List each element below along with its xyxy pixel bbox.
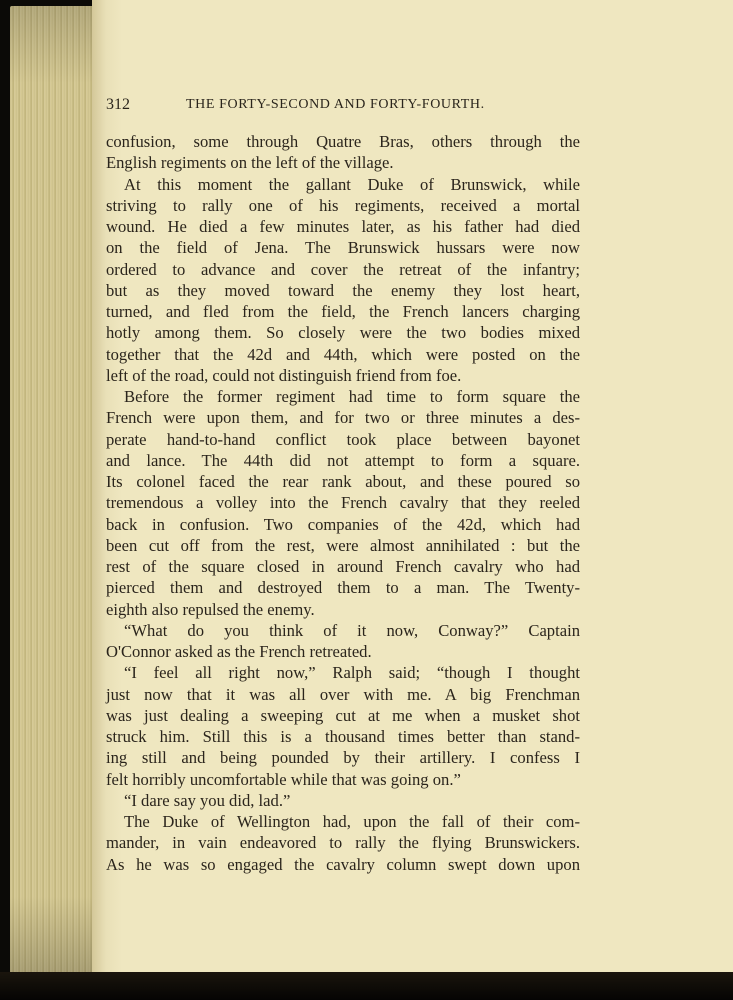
text-line: eighth also repulsed the enemy.: [106, 599, 315, 619]
text-line: English regiments on the left of the village.: [106, 153, 394, 173]
text-line: hotly among them. So closely were the two bodies mixed: [106, 323, 580, 343]
text-line: wound. He died a few minutes later, as his father had died: [106, 217, 580, 236]
text-line: Its colonel faced the rear rank about, and these poured so: [106, 472, 580, 491]
bottom-shadow: [0, 972, 733, 1000]
text-line: together that the 42d and 44th, which were posted on the: [106, 344, 580, 364]
text-line: At this moment the gallant Duke of Brunswick, while: [124, 174, 580, 194]
text-line: mander, in vain endeavored to rally the flying Brunswickers.: [106, 833, 580, 853]
text-line: was just dealing a sweeping cut at me when a musket shot: [106, 705, 580, 725]
text-line: Before the former regiment had time to form square the: [124, 387, 580, 406]
text-line: been cut off from the rest, were almost annihilated : but the: [106, 535, 580, 555]
page-number: 312: [106, 96, 130, 113]
running-head: THE FORTY-SECOND AND FORTY-FOURTH.: [186, 97, 485, 112]
text-line: left of the road, could not distinguish friend from foe.: [106, 365, 462, 385]
text-line: rest of the square closed in around French cavalry who had: [106, 557, 580, 576]
text-line: ordered to advance and cover the retreat of the infantry;: [106, 259, 580, 279]
text-line: and lance. The 44th did not attempt to form a square.: [106, 450, 580, 470]
text-line: on the field of Jena. The Brunswick hussars were now: [106, 238, 580, 258]
text-line: pierced them and destroyed them to a man. The Twenty-: [106, 578, 580, 598]
text-line: French were upon them, and for two or three minutes a des-: [106, 408, 580, 428]
text-line: turned, and fled from the field, the French lancers charging: [106, 302, 580, 321]
text-line: struck him. Still this is a thousand times better than stand-: [106, 727, 580, 746]
page-header: [106, 96, 576, 118]
text-line: tremendous a volley into the French cavalry that they reeled: [106, 493, 580, 513]
text-line: confusion, some through Quatre Bras, others through the: [106, 132, 580, 151]
text-line: perate hand-to-hand conflict took place between bayonet: [106, 429, 580, 449]
text-line: “I feel all right now,” Ralph said; “though I thought: [124, 663, 580, 683]
text-line: O'Connor asked as the French retreated.: [106, 642, 372, 661]
page-edges: [10, 6, 98, 974]
text-line: “What do you think of it now, Conway?” Captain: [124, 620, 580, 640]
text-line: felt horribly uncomfortable while that was going on.”: [106, 769, 461, 789]
text-line: but as they moved toward the enemy they lost heart,: [106, 280, 580, 300]
body-text: [106, 131, 580, 875]
text-line: back in confusion. Two companies of the 42d, which had: [106, 514, 580, 534]
text-line: ing still and being pounded by their artillery. I confess I: [106, 748, 580, 768]
text-line: As he was so engaged the cavalry column swept down upon: [106, 854, 580, 874]
text-line: striving to rally one of his regiments, received a mortal: [106, 195, 580, 215]
text-line: “I dare say you did, lad.”: [124, 790, 291, 810]
text-line: The Duke of Wellington had, upon the fall of their com-: [124, 812, 580, 831]
text-line: just now that it was all over with me. A big Frenchman: [106, 684, 580, 704]
